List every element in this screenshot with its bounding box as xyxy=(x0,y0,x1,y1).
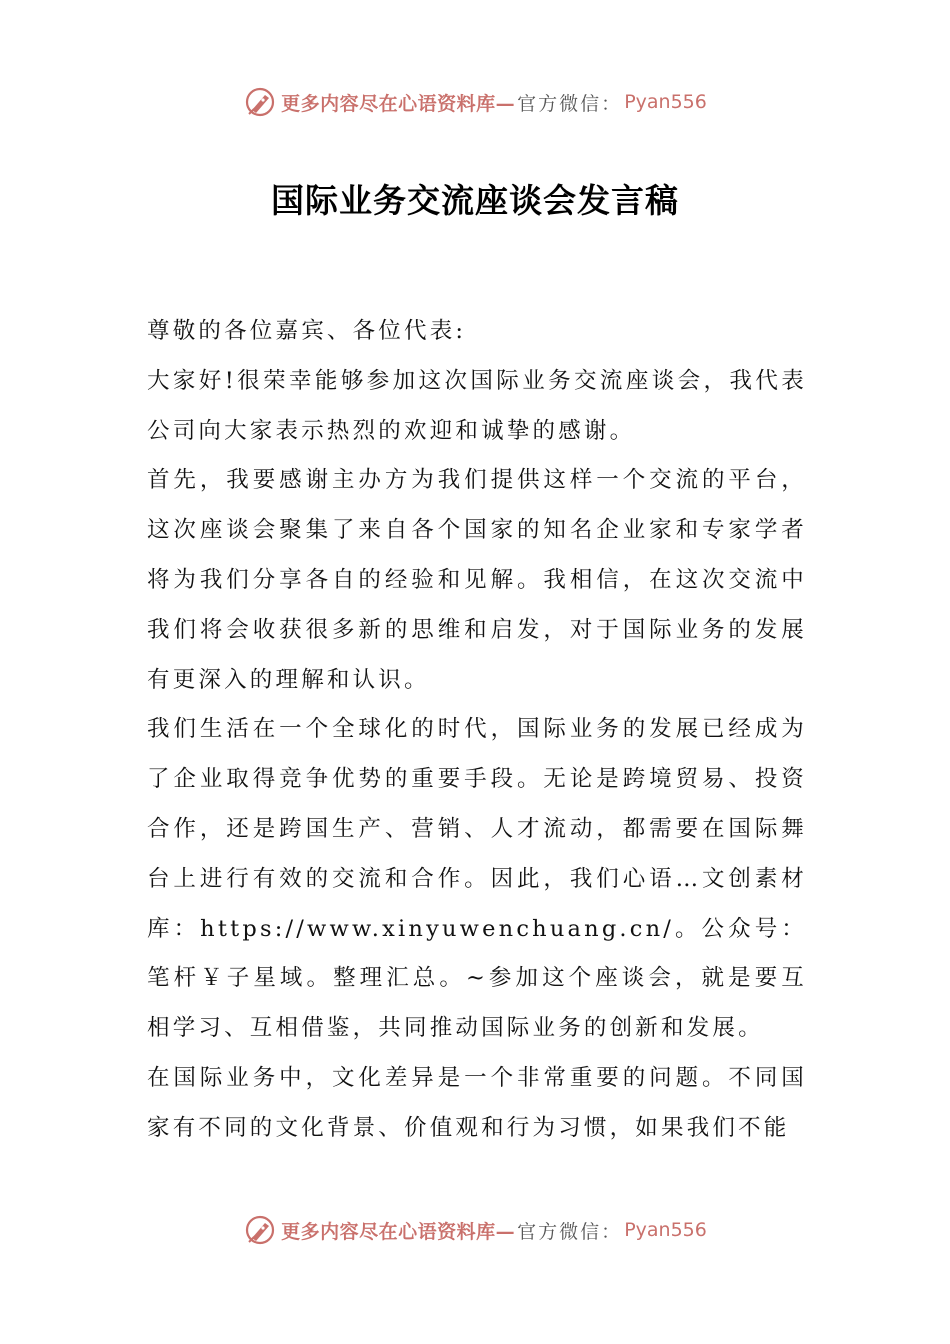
paragraph: 在国际业务中，文化差异是一个非常重要的问题。不同国家有不同的文化背景、价值观和行为习惯，如果我们不能 xyxy=(147,1064,807,1141)
paragraph: 首先，我要感谢主办方为我们提供这样一个交流的平台，这次座谈会聚集了来自各个国家的知名企业家和专家学者将为我们分享各自的经验和见解。我相信，在这次交流中我们将会收获很多新的思维和启发，对于国际业务的发展有更深入的理解和认识。 xyxy=(147,467,807,693)
footer-banner xyxy=(0,1210,950,1250)
paragraph: 我们生活在一个全球化的时代，国际业务的发展已经成为了企业取得竞争优势的重要手段。无论是跨境贸易、投资合作，还是跨国生产、营销、人才流动，都需要在国际舞台上进行有效的交流和合作。因此，我们心语…文创素材库：https://www.xinyuwenchuang.cn/。公众号：笔杆￥子星域。整理汇总。~参加这个座谈会，就是要互相学习、互相借鉴，共同推动国际业务的创新和发展。 xyxy=(147,716,807,1042)
paragraph-salutation: 尊敬的各位嘉宾、各位代表: xyxy=(147,318,467,344)
paragraph: 大家好!很荣幸能够参加这次国际业务交流座谈会，我代表公司向大家表示热烈的欢迎和诚挚的感谢。 xyxy=(147,367,807,444)
document-body xyxy=(147,307,807,1154)
banner-wechat-id: Pyan556 xyxy=(624,1219,707,1241)
banner-site-text: 更多内容尽在心语资料库— xyxy=(281,1220,516,1243)
banner-site-text: 更多内容尽在心语资料库— xyxy=(281,92,516,115)
document-title: 国际业务交流座谈会发言稿 xyxy=(271,181,679,220)
pen-nib-logo-icon xyxy=(243,1213,277,1247)
pen-nib-logo-icon xyxy=(243,85,277,119)
banner-wechat-label: 官方微信： xyxy=(517,92,623,115)
banner-wechat-label: 官方微信： xyxy=(517,1220,623,1243)
banner-wechat-id: Pyan556 xyxy=(624,91,707,113)
header-banner xyxy=(0,82,950,122)
